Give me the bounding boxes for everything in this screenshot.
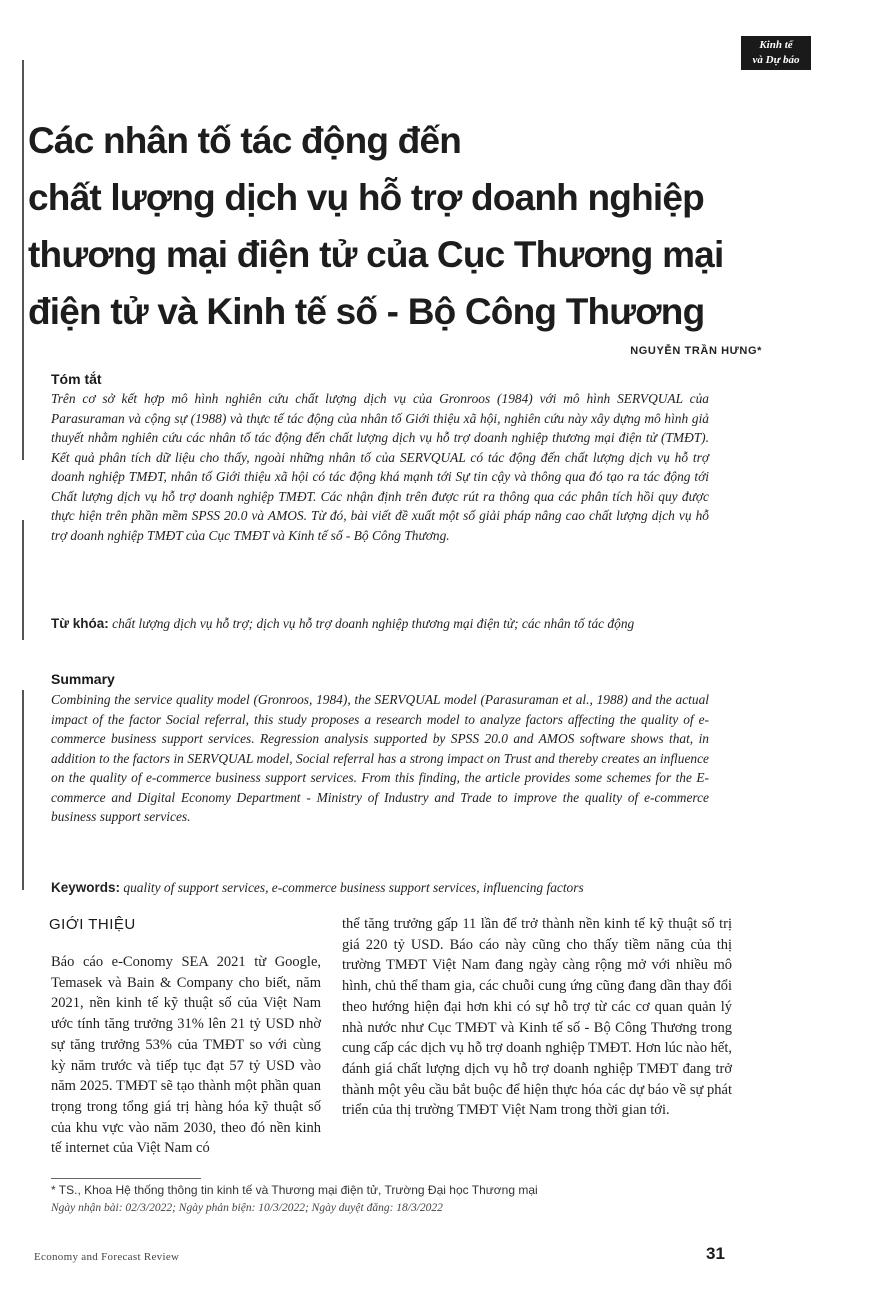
footnote-affiliation: * TS., Khoa Hệ thống thông tin kinh tế và Thương mại điện tử, Trường Đại học Thương mại [51, 1183, 538, 1197]
body-paragraph: thể tăng trưởng gấp 11 lần để trở thành nền kinh tế kỹ thuật số trị giá 220 tỷ USD. Báo cáo này cũng cho thấy tiềm năng của thị trường TMĐT Việt Nam đang ngày càng rộng mở với nhiều mô hình, chủ thể tham gia, các chuỗi cung ứng cũng đang dần thay đổi theo hướng hiện đại hơn khi có sự hỗ trợ từ các cơ quan quản lý nhà nước như Cục TMĐT và Kinh tế số - Bộ Công Thương trong cung cấp các dịch vụ hỗ trợ doanh nghiệp TMĐT. Hơn lúc nào hết, đánh giá chất lượng dịch vụ hỗ trợ doanh nghiệp TMĐT đang trở thành một yêu cầu bắt buộc để hiện thực hóa các dự báo về sự phát triển của thị trường TMĐT Việt Nam trong thời gian tới. [342, 916, 732, 1119]
article-title [28, 112, 748, 340]
tom-tat-text: Trên cơ sở kết hợp mô hình nghiên cứu chất lượng dịch vụ của Gronroos (1984) với mô hình SERVQUAL của Parasuraman và cộng sự (1988) và thực tế tác động của nhân tố Giới thiệu xã hội, nghiên cứu này xây dựng mô hình giả thuyết nhằm nghiên cứu các nhân tố tác động đến chất lượng dịch vụ hỗ trợ doanh nghiệp thương mại điện tử (TMĐT). Kết quả phân tích dữ liệu cho thấy, ngoài những nhân tố của SERVQUAL có tác động đến chất lượng dịch vụ hỗ trợ doanh nghiệp TMĐT, nhân tố Giới thiệu xã hội có tác động khá mạnh tới Sự tin cậy và thông qua đó tạo ra tác động tới Chất lượng dịch vụ hỗ trợ doanh nghiệp TMĐT. Các nhận định trên được rút ra thông qua các phân tích hồi quy được thực hiện trên phần mềm SPSS 20.0 và AMOS. Từ đó, bài viết đề xuất một số giải pháp nâng cao chất lượng dịch vụ hỗ trợ doanh nghiệp TMĐT của Cục TMĐT và Kinh tế số - Bộ Công Thương. [51, 391, 709, 543]
margin-rule [22, 60, 24, 460]
body-column-right [342, 914, 732, 1121]
tu-khoa-text: chất lượng dịch vụ hỗ trợ; dịch vụ hỗ trợ doanh nghiệp thương mại điện tử; các nhân tố tác động [112, 616, 635, 631]
footnote-rule [51, 1178, 201, 1179]
page-number: 31 [706, 1244, 725, 1263]
margin-rule [22, 690, 24, 890]
journal-badge-line2: và Dự báo [752, 54, 800, 66]
title-line: chất lượng dịch vụ hỗ trợ doanh nghiệp [28, 177, 704, 218]
body-paragraph: Báo cáo e-Conomy SEA 2021 từ Google, Temasek và Bain & Company cho biết, năm 2021, nền kinh tế kỹ thuật số của Việt Nam ước tính tăng trưởng 31% lên 21 tỷ USD nhờ sự tăng trưởng 53% của TMĐT so với cùng kỳ năm trước và tiếp tục đạt 57 tỷ USD vào năm 2025. TMĐT sẽ tạo thành một phần quan trọng trong tổng giá trị hàng hóa kỹ thuật số của khu vực vào năm 2030, theo đó nền kinh tế internet của Việt Nam có [51, 954, 321, 1157]
keywords-text: quality of support services, e-commerce business support services, influencing factors [123, 880, 584, 895]
summary-text: Combining the service quality model (Gronroos, 1984), the SERVQUAL model (Parasuraman et al., 1988) and the actual impact of the factor Social referral, this study proposes a research model to analyze factors affecting the quality of e-commerce business support services. Regression analysis supported by SPSS 20.0 and AMOS software shows that, in addition to the factors in SERVQUAL model, Social referral has a strong impact on Trust and thereby creates an influence on the quality of e-commerce business support services. From this finding, the article provides some schemes for the E-commerce and Digital Economy Department - Ministry of Industry and Trade to improve the quality of e-commerce business support services. [51, 692, 709, 824]
author-name: NGUYỄN TRẦN HƯNG* [630, 345, 762, 357]
margin-rule [22, 520, 24, 640]
body-column-left [51, 952, 321, 1159]
title-line: điện tử và Kinh tế số - Bộ Công Thương [28, 291, 705, 332]
keywords [51, 878, 711, 898]
tu-khoa-label: Từ khóa: [51, 616, 109, 631]
title-line: thương mại điện tử của Cục Thương mại [28, 234, 724, 275]
tu-khoa [51, 614, 711, 634]
title-line: Các nhân tố tác động đến [28, 120, 462, 161]
journal-badge-line1: Kinh tế [759, 39, 793, 51]
tom-tat-heading: Tóm tắt [51, 371, 102, 387]
journal-name: Economy and Forecast Review [34, 1251, 180, 1263]
journal-badge [741, 36, 811, 70]
intro-heading: GIỚI THIỆU [49, 916, 136, 933]
keywords-label: Keywords: [51, 880, 121, 895]
footnote-dates: Ngày nhận bài: 02/3/2022; Ngày phản biện: 10/3/2022; Ngày duyệt đăng: 18/3/2022 [51, 1202, 443, 1214]
summary-heading: Summary [51, 671, 115, 687]
